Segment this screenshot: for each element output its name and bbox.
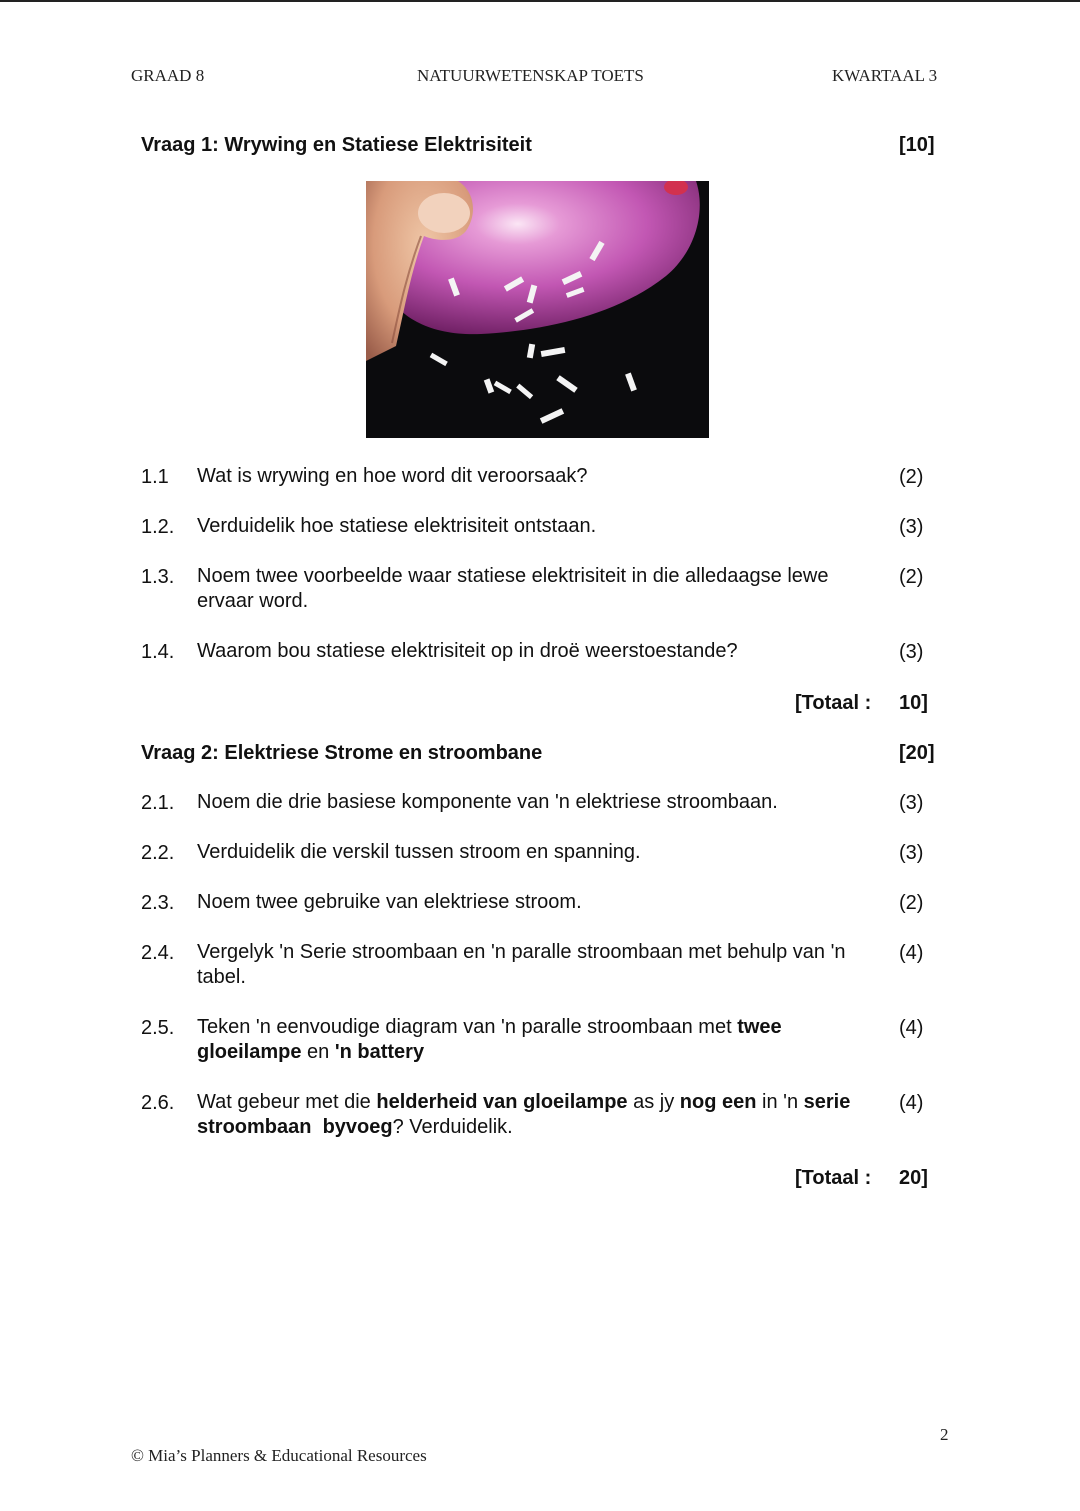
question-number: 1.1 bbox=[141, 466, 169, 488]
question-text-part: in 'n bbox=[756, 1091, 804, 1113]
question-marks: (4) bbox=[899, 942, 924, 964]
question-number: 2.5. bbox=[141, 1017, 175, 1039]
section-2-total-value: 20] bbox=[899, 1167, 928, 1189]
question-number: 2.4. bbox=[141, 942, 175, 964]
section-1-total-label: [Totaal : bbox=[795, 692, 872, 714]
question-text: Noem die drie basiese komponente van 'n elektriese stroombaan. bbox=[197, 791, 778, 813]
page-number: 2 bbox=[940, 1425, 949, 1444]
question-text bbox=[197, 1015, 887, 1065]
question-marks: (3) bbox=[899, 641, 924, 663]
question-text: Verduidelik hoe statiese elektrisiteit ontstaan. bbox=[197, 515, 597, 537]
question-number: 2.1. bbox=[141, 792, 175, 814]
question-marks: (4) bbox=[899, 1017, 924, 1039]
header-grade: GRAAD 8 bbox=[131, 66, 205, 85]
question-text-emphasis: serie stroombaan byvoeg bbox=[197, 1091, 856, 1138]
top-border-line bbox=[0, 0, 1080, 2]
question-text: Wat is wrywing en hoe word dit veroorsaak? bbox=[197, 465, 588, 487]
header-subject: NATUURWETENSKAP TOETS bbox=[417, 66, 644, 85]
question-marks: (3) bbox=[899, 516, 924, 538]
section-1-title: Vraag 1: Wrywing en Statiese Elektrisiteit bbox=[141, 134, 532, 156]
question-number: 2.6. bbox=[141, 1092, 175, 1114]
question-number: 2.3. bbox=[141, 892, 175, 914]
question-text: Noem twee gebruike van elektriese stroom. bbox=[197, 891, 582, 913]
question-text: Vergelyk 'n Serie stroombaan en 'n paralle stroombaan met behulp van 'n tabel. bbox=[197, 941, 846, 988]
question-text-part: as jy bbox=[627, 1091, 680, 1113]
question-text-emphasis: helderheid van gloeilampe bbox=[376, 1091, 628, 1113]
question-text: Waarom bou statiese elektrisiteit op in droë weerstoestande? bbox=[197, 640, 738, 662]
question-text: Noem twee voorbeelde waar statiese elektrisiteit in die alledaagse lewe ervaar word. bbox=[197, 565, 829, 612]
section-1-marks: [10] bbox=[899, 134, 935, 156]
question-number: 1.3. bbox=[141, 566, 175, 588]
section-2-marks: [20] bbox=[899, 742, 935, 764]
section-2-title: Vraag 2: Elektriese Strome en stroombane bbox=[141, 742, 543, 764]
question-number: 1.4. bbox=[141, 641, 175, 663]
question-marks: (4) bbox=[899, 1092, 924, 1114]
question-text-part: ? Verduidelik. bbox=[392, 1116, 513, 1138]
header-term: KWARTAAL 3 bbox=[832, 66, 938, 85]
balloon-static-photo bbox=[366, 181, 709, 438]
question-marks: (3) bbox=[899, 792, 924, 814]
section-1-total-value: 10] bbox=[899, 692, 928, 714]
copyright-footer: © Mia’s Planners & Educational Resources bbox=[131, 1446, 427, 1465]
question-number: 2.2. bbox=[141, 842, 175, 864]
question-text-part: Wat gebeur met die bbox=[197, 1091, 377, 1113]
question-text: Verduidelik die verskil tussen stroom en spanning. bbox=[197, 841, 641, 863]
question-marks: (2) bbox=[899, 466, 924, 488]
question-marks: (2) bbox=[899, 566, 924, 588]
question-text-emphasis: 'n battery bbox=[334, 1041, 425, 1063]
balloon-paper-bits-image bbox=[366, 181, 709, 438]
question-text-emphasis: twee gloeilampe bbox=[197, 1016, 782, 1063]
section-2-total-label: [Totaal : bbox=[795, 1167, 872, 1189]
question-marks: (2) bbox=[899, 892, 924, 914]
question-number: 1.2. bbox=[141, 516, 175, 538]
question-text-part: Teken 'n eenvoudige diagram van 'n paralle stroombaan met bbox=[197, 1016, 738, 1038]
question-text-part: en bbox=[301, 1041, 335, 1063]
question-marks: (3) bbox=[899, 842, 924, 864]
question-text bbox=[197, 1090, 887, 1140]
question-text-emphasis: nog een bbox=[679, 1091, 757, 1113]
